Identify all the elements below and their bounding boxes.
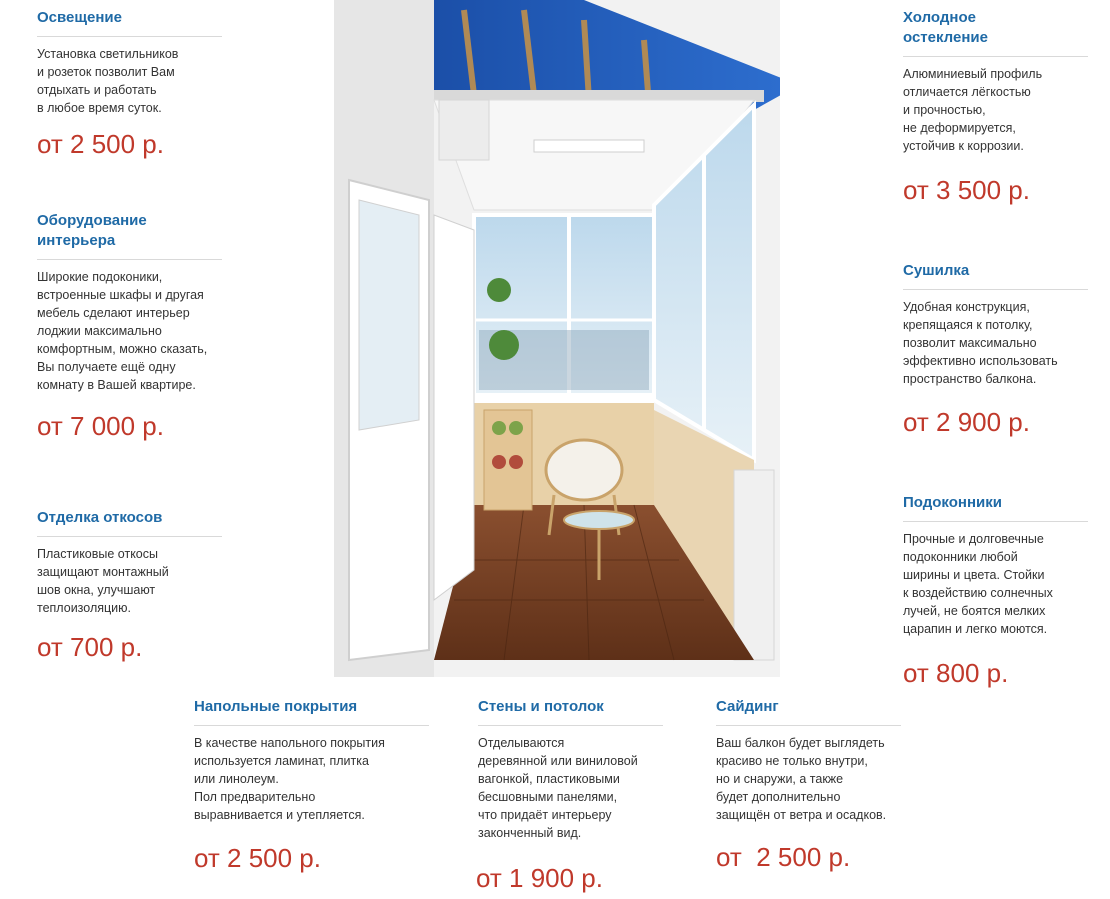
service-walls	[478, 697, 663, 842]
ceiling-dryer	[534, 140, 644, 152]
door-frame	[434, 215, 474, 600]
service-price: от 7 000 р.	[37, 411, 164, 441]
plant	[489, 330, 519, 360]
service-description: Установка светильников и розеток позволит Вам отдыхать и работать в любое время суток.	[37, 47, 179, 115]
service-cold-glazing	[903, 8, 1088, 155]
service-dryer	[903, 261, 1088, 388]
armchair	[546, 440, 622, 500]
service-description: Пластиковые откосы защищают монтажный шов окна, улучшают теплоизоляцию.	[37, 547, 169, 615]
window-sill	[474, 395, 654, 403]
door-glass	[359, 200, 419, 430]
service-title: Стены и потолок	[478, 697, 663, 726]
service-title: Подоконники	[903, 493, 1088, 522]
service-price: от 2 500 р.	[37, 129, 164, 159]
service-title: Сайдинг	[716, 697, 901, 726]
service-sills	[903, 493, 1088, 638]
service-slopes	[37, 508, 222, 617]
brick-column	[734, 470, 774, 660]
service-price: от 1 900 р.	[476, 863, 603, 893]
service-description: Ваш балкон будет выглядеть красиво не только внутри, но и снаружи, а также будет дополнительно защищён от ветра и осадков.	[716, 736, 887, 822]
service-price: от 700 р.	[37, 632, 143, 662]
service-siding	[716, 697, 901, 824]
service-description: Широкие подоконики, встроенные шкафы и другая мебель сделают интерьер лоджии максимально комфортным, можно сказать, Вы получаете ещё одну комнату в Вашей квартире.	[37, 270, 208, 392]
balcony-illustration	[334, 0, 780, 677]
service-price: от 2 500 р.	[194, 843, 321, 873]
service-title: Напольные покрытия	[194, 697, 429, 726]
service-description: В качестве напольного покрытия используется ламинат, плитка или линолеум. Пол предварительно выравнивается и утепляется.	[194, 736, 385, 822]
service-lighting	[37, 8, 222, 117]
service-interior	[37, 211, 222, 394]
service-description: Удобная конструкция, крепящаяся к потолку, позволит максимально эффективно использовать пространство балкона.	[903, 300, 1058, 386]
service-description: Алюминиевый профиль отличается лёгкостью и прочностью, не деформируется, устойчив к коррозии.	[903, 67, 1043, 153]
service-description: Отделываются деревянной или виниловой вагонкой, пластиковыми бесшовными панелями, что придаёт интерьеру законченный вид.	[478, 736, 638, 840]
service-price: от 2 900 р.	[903, 407, 1030, 437]
service-title: Освещение	[37, 8, 222, 37]
service-price: от 3 500 р.	[903, 175, 1030, 205]
plant	[487, 278, 511, 302]
glass-table	[564, 511, 634, 529]
shelf-unit	[484, 410, 532, 510]
service-price: от 800 р.	[903, 658, 1009, 688]
brick-wall-top	[439, 100, 489, 160]
service-floor	[194, 697, 429, 824]
service-price: от 2 500 р.	[716, 842, 851, 872]
service-title: Оборудование интерьера	[37, 211, 222, 260]
service-title: Сушилка	[903, 261, 1088, 290]
service-description: Прочные и долговечные подоконники любой ширины и цвета. Стойки к воздействию солнечных лучей, не боятся мелких царапин и легко моются.	[903, 532, 1053, 636]
service-title: Холодное остекление	[903, 8, 1088, 57]
service-title: Отделка откосов	[37, 508, 222, 537]
